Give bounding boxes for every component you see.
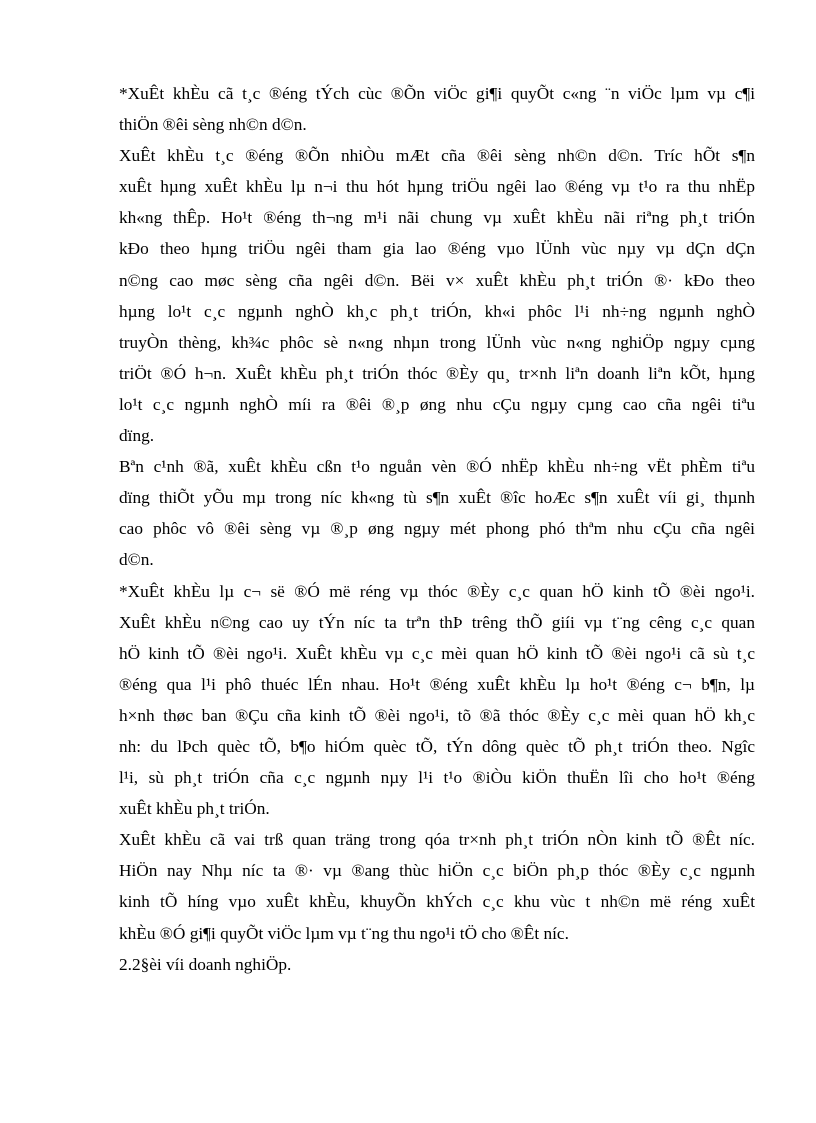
paragraph-line: xuÊt khÈu ph¸t triÓn. [119,799,270,819]
paragraph-1 [119,78,755,140]
paragraph-line: triÖt ®Ó h¬n. XuÊt khÈu ph¸t triÓn thóc ®Èy qu¸ tr×nh liªn doanh liªn kÕt, hµng [119,363,755,383]
paragraph-line: HiÖn nay Nhµ níc ta ®· vµ ®ang thùc hiÖn c¸c biÖn ph¸p thóc ®Èy c¸c ngµnh [119,861,755,881]
paragraph-line: cao phôc vô ®êi sèng vµ ®¸p øng ngµy mét phong phó thªm nhu cÇu cña ngêi [119,519,755,539]
document-body [119,78,755,980]
paragraph-line: dïng thiÕt yÕu mµ trong níc kh«ng tù s¶n xuÊt ®îc hoÆc s¶n xuÊt víi gi¸ thµnh [119,488,755,508]
paragraph-line: dïng. [119,426,155,446]
section-heading-text: 2.2§èi víi doanh nghiÖp. [119,954,292,974]
paragraph-line: XuÊt khÈu t¸c ®éng ®Õn nhiÒu mÆt cña ®êi sèng nh©n d©n. Tríc hÕt s¶n [119,146,755,166]
paragraph-line: truyÒn thèng, kh¾c phôc sè n«ng nhµn trong lÜnh vùc n«ng nghiÖp ngµy cµng [119,332,755,352]
paragraph-line: thiÖn ®êi sèng nh©n d©n. [119,115,307,135]
paragraph-4 [119,576,755,825]
paragraph-5 [119,824,755,948]
paragraph-line: h×nh thøc ban ®Çu cña kinh tÕ ®èi ngo¹i, tõ ®ã thóc ®Èy c¸c mèi quan hÖ kh¸c [119,705,755,725]
paragraph-line: XuÊt khÈu n©ng cao uy tÝn níc ta trªn thÞ trêng thÕ giíi vµ t¨ng cêng c¸c quan [119,612,755,632]
paragraph-line: *XuÊt khÈu lµ c¬ së ®Ó më réng vµ thóc ®Èy c¸c quan hÖ kinh tÕ ®èi ngo¹i. [119,581,755,601]
paragraph-line: l¹i, sù ph¸t triÓn cña c¸c ngµnh nµy l¹i t¹o ®iÒu kiÖn thuËn lîi cho ho¹t ®éng [119,768,755,788]
paragraph-line: lo¹t c¸c ngµnh nghÒ míi ra ®êi ®¸p øng nhu cÇu ngµy cµng cao cña ngêi tiªu [119,394,755,414]
paragraph-line: ®éng qua l¹i phô thuéc lÉn nhau. Ho¹t ®éng xuÊt khÈu lµ ho¹t ®éng c¬ b¶n, lµ [119,674,755,694]
paragraph-line: kÐo theo hµng triÖu ngêi tham gia lao ®éng vµo lÜnh vùc nµy vµ dÇn dÇn [119,239,755,259]
paragraph-line: n©ng cao møc sèng cña ngêi d©n. Bëi v× xuÊt khÈu ph¸t triÓn ®· kÐo theo [119,270,755,290]
paragraph-line: *XuÊt khÈu cã t¸c ®éng tÝch cùc ®Õn viÖc gi¶i quyÕt c«ng ¨n viÖc lµm vµ c¶i [119,84,755,103]
paragraph-line: Bªn c¹nh ®ã, xuÊt khÈu cßn t¹o nguån vèn ®Ó nhËp khÈu nh÷ng vËt phÈm tiªu [119,457,755,477]
paragraph-line: hÖ kinh tÕ ®èi ngo¹i. XuÊt khÈu vµ c¸c mèi quan hÖ kinh tÕ ®èi ngo¹i cã sù t¸c [119,643,755,663]
paragraph-2 [119,140,755,451]
paragraph-line: kh«ng thÊp. Ho¹t ®éng th¬ng m¹i nãi chung vµ xuÊt khÈu nãi riªng ph¸t triÓn [119,208,755,228]
paragraph-line: xuÊt hµng xuÊt khÈu lµ n¬i thu hót hµng triÖu ngêi lao ®éng vµ t¹o ra thu nhËp [119,177,755,197]
paragraph-line: hµng lo¹t c¸c ngµnh nghÒ kh¸c ph¸t triÓn, kh«i phôc l¹i nh÷ng ngµnh nghÒ [119,301,755,321]
paragraph-line: d©n. [119,550,154,570]
paragraph-line: khÈu ®Ó gi¶i quyÕt viÖc lµm vµ t¨ng thu ngo¹i tÖ cho ®Êt níc. [119,923,569,943]
paragraph-line: nh: du lÞch quèc tÕ, b¶o hiÓm quèc tÕ, tÝn dông quèc tÕ ph¸t triÓn theo. Ngîc [119,736,755,756]
paragraph-line: XuÊt khÈu cã vai trß quan träng trong qóa tr×nh ph¸t triÓn nÒn kinh tÕ ®Êt níc. [119,830,755,850]
section-heading [119,949,755,980]
paragraph-3 [119,451,755,575]
paragraph-line: kinh tÕ híng vµo xuÊt khÈu, khuyÕn khÝch c¸c khu vùc t nh©n më réng xuÊt [119,892,755,912]
